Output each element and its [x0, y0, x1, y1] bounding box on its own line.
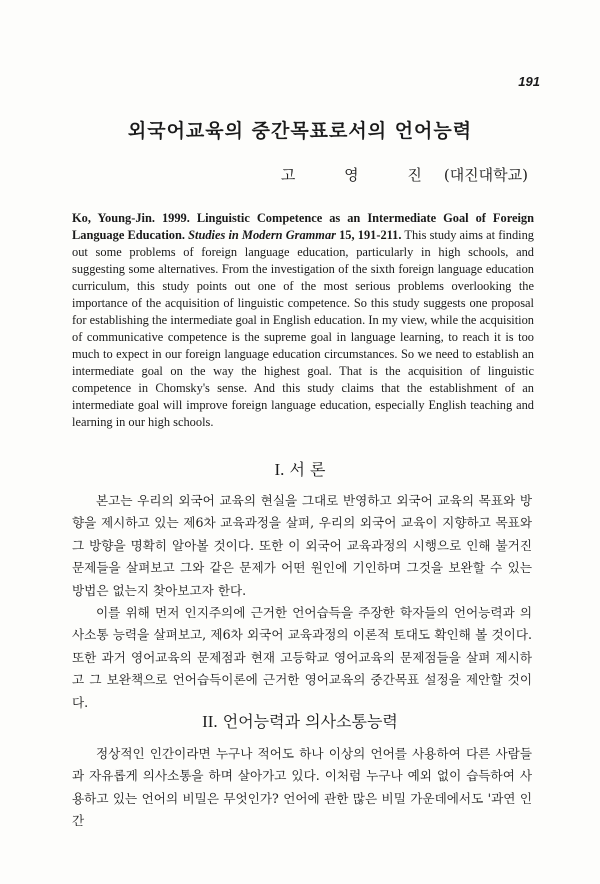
paragraph: 본고는 우리의 외국어 교육의 현실을 그대로 반영하고 외국어 교육의 목표와 방향을 제시하고 있는 제6차 교육과정을 살펴, 우리의 외국어 교육이 지향하고 목표와 그 방향을 명확히 알아볼 것이다. 또한 이 외국어 교육과정의 시행으로 인해 불거진 문제들을 살펴보고 그와 같은 문제가 어떤 원인에 기인하며 그것을 보완할 수 있는 방법은 없는지 찾아보고자 한다. [72, 493, 532, 598]
section-title: 서 론 [284, 460, 326, 479]
section-numeral: I. [274, 460, 285, 479]
author-line [281, 164, 528, 185]
section-heading-introduction [0, 457, 600, 480]
paper-title: 외국어교육의 중간목표로서의 언어능력 [127, 120, 473, 142]
section-body-introduction [72, 490, 532, 714]
author-name: 고 영 진 [280, 166, 444, 184]
section-title: 언어능력과 의사소통능력 [217, 712, 398, 731]
abstract-journal: Studies in Modern Grammar [188, 228, 336, 242]
section-heading-competence [0, 709, 600, 732]
abstract-volume-pages: 15, 191-211. [335, 228, 402, 242]
abstract [72, 210, 534, 431]
abstract-text: This study aims at finding out some problems of foreign language education, particularly in high schools, and suggesting some alternatives. From the investigation of the sixth foreign language education curriculum, this study points out one of the most serious problems overlooking the importance of the acquisition of linguistic competence. So this study suggests one proposal for establishing the intermediate goal in English education. In my view, while the acquisition of communicative competence is the supreme goal in language learning, to reach it is too much to expect in our foreign language education circumstances. So we need to establish an intermediate goal on the way the highest goal. That is the acquisition of linguistic competence in Chomsky's sense. And this study claims that the establishment of an intermediate goal will improve foreign language education, especially English teaching and learning in our high schools. [72, 228, 534, 429]
paragraph: 정상적인 인간이라면 누구나 적어도 하나 이상의 언어를 사용하여 다른 사람들과 자유롭게 의사소통을 하며 살아가고 있다. 이처럼 누구나 예외 없이 습득하여 사용하고 있는 언어의 비밀은 무엇인가? 언어에 관한 많은 비밀 가운데에서도 '과연 인간 [72, 746, 532, 829]
author-affiliation: (대진대학교) [443, 166, 528, 184]
page-number: 191 [518, 74, 540, 89]
paragraph: 이를 위해 먼저 인지주의에 근거한 언어습득을 주장한 학자들의 언어능력과 의사소통 능력을 살펴보고, 제6차 외국어 교육과정의 이론적 토대도 확인해 볼 것이다. 또한 과거 영어교육의 문제점과 현재 고등학교 영어교육의 문제점들을 살펴 제시하고 그 보완책으로 언어습득이론에 근거한 영어교육의 중간목표 설정을 제안할 것이다. [72, 605, 532, 710]
section-body-competence [72, 743, 532, 833]
abstract-citation: Ko, Young-Jin. 1999. Linguistic Competence as an Intermediate Goal of Foreign Language Education. [72, 211, 534, 242]
section-numeral: II. [202, 712, 218, 731]
